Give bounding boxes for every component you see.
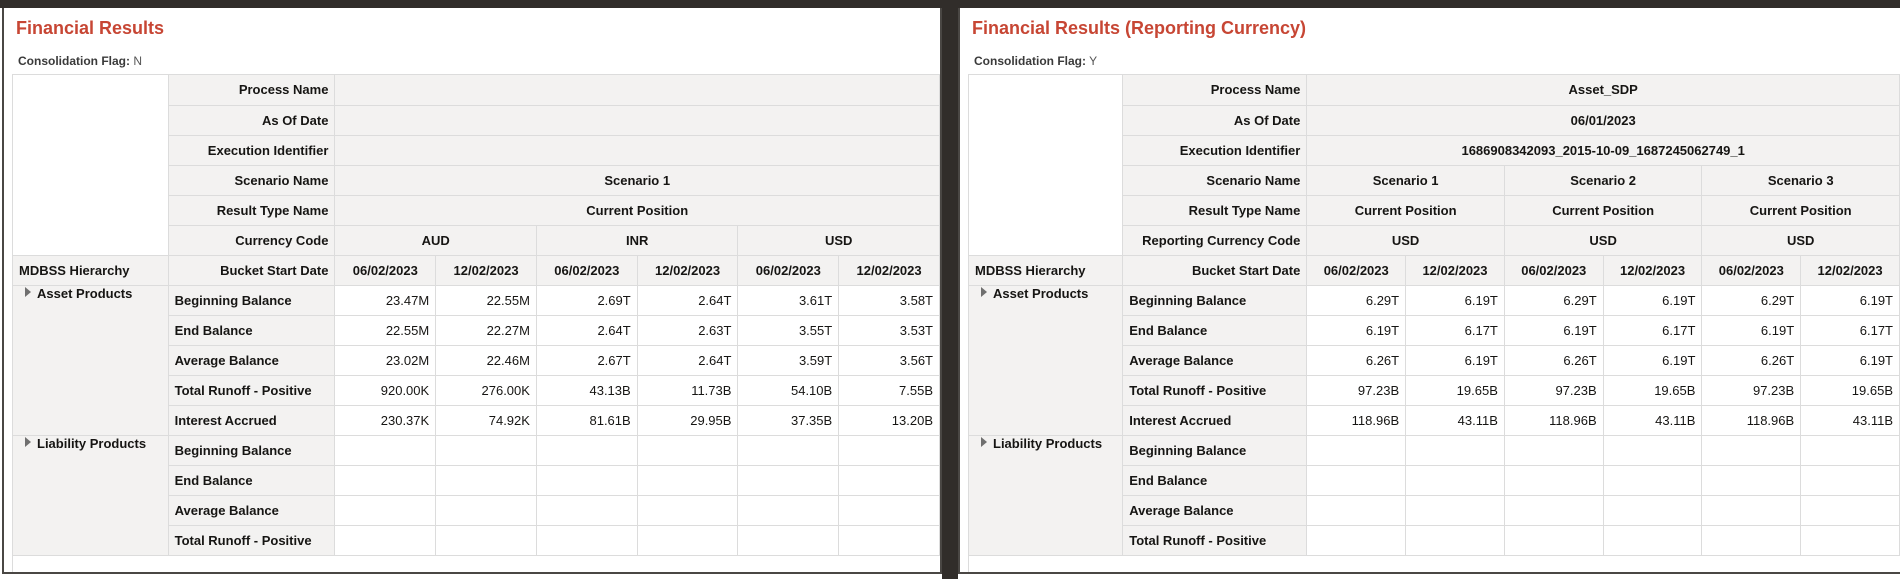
value-cell[interactable]: 37.35B bbox=[738, 405, 839, 435]
results-grid[interactable] bbox=[968, 74, 1900, 572]
value-cell[interactable] bbox=[335, 525, 436, 555]
value-cell[interactable]: 3.59T bbox=[738, 345, 839, 375]
value-cell[interactable]: 6.19T bbox=[1801, 285, 1900, 315]
value-cell[interactable] bbox=[1603, 495, 1702, 525]
value-cell[interactable]: 276.00K bbox=[436, 375, 537, 405]
value-cell[interactable]: 6.19T bbox=[1504, 315, 1603, 345]
value-cell[interactable]: 3.55T bbox=[738, 315, 839, 345]
panel-divider bbox=[942, 8, 958, 579]
hierarchy-node-asset-products[interactable] bbox=[969, 285, 1123, 435]
as-of-date-value: 06/01/2023 bbox=[1307, 105, 1900, 135]
value-cell[interactable] bbox=[1702, 435, 1801, 465]
value-cell[interactable]: 23.02M bbox=[335, 345, 436, 375]
bucket-start-date-label: Bucket Start Date bbox=[168, 255, 335, 285]
currency-code-header[interactable]: USD bbox=[1504, 225, 1702, 255]
bucket-date-header[interactable]: 12/02/2023 bbox=[1406, 255, 1505, 285]
hierarchy-node-label: Asset Products bbox=[993, 285, 1089, 301]
value-cell[interactable]: 6.19T bbox=[1801, 345, 1900, 375]
bucket-date-header[interactable]: 06/02/2023 bbox=[536, 255, 637, 285]
as-of-date-label: As Of Date bbox=[168, 105, 335, 135]
bucket-start-date-label: Bucket Start Date bbox=[1123, 255, 1307, 285]
process-name-value bbox=[335, 75, 940, 105]
value-cell[interactable]: 2.69T bbox=[536, 285, 637, 315]
value-cell[interactable]: 6.19T bbox=[1603, 345, 1702, 375]
measure-label: Average Balance bbox=[168, 345, 335, 375]
top-bar bbox=[0, 0, 1900, 8]
hierarchy-node-label: Liability Products bbox=[37, 435, 147, 451]
currency-code-header[interactable]: INR bbox=[536, 225, 738, 255]
bucket-date-header[interactable]: 12/02/2023 bbox=[1801, 255, 1900, 285]
table-row bbox=[969, 285, 1900, 315]
value-cell[interactable]: 19.65B bbox=[1801, 375, 1900, 405]
value-cell[interactable]: 6.26T bbox=[1504, 345, 1603, 375]
value-cell[interactable] bbox=[637, 435, 738, 465]
value-cell[interactable]: 13.20B bbox=[839, 405, 940, 435]
value-cell[interactable]: 118.96B bbox=[1504, 405, 1603, 435]
consolidation-flag-label: Consolidation Flag: bbox=[974, 54, 1086, 68]
scenario-name-header[interactable]: Scenario 3 bbox=[1702, 165, 1900, 195]
value-cell[interactable] bbox=[335, 465, 436, 495]
measure-label: End Balance bbox=[168, 315, 335, 345]
value-cell[interactable]: 6.17T bbox=[1406, 315, 1505, 345]
results-grid[interactable] bbox=[12, 74, 940, 572]
hierarchy-node-label: Liability Products bbox=[993, 435, 1103, 451]
result-type-name-label: Result Type Name bbox=[1123, 195, 1307, 225]
result-type-name-header[interactable]: Current Position bbox=[1307, 195, 1505, 225]
reporting-currency-code-label: Reporting Currency Code bbox=[1123, 225, 1307, 255]
consolidation-flag-label: Consolidation Flag: bbox=[18, 54, 130, 68]
bucket-date-header[interactable]: 12/02/2023 bbox=[1603, 255, 1702, 285]
measure-label: Interest Accrued bbox=[168, 405, 335, 435]
value-cell[interactable] bbox=[1307, 525, 1406, 555]
panel-title: Financial Results bbox=[16, 18, 165, 38]
hierarchy-node-label: Asset Products bbox=[37, 285, 133, 301]
value-cell[interactable]: 2.67T bbox=[536, 345, 637, 375]
scenario-name-header[interactable]: Scenario 1 bbox=[1307, 165, 1505, 195]
value-cell[interactable] bbox=[738, 465, 839, 495]
value-cell[interactable] bbox=[738, 525, 839, 555]
value-cell[interactable] bbox=[335, 435, 436, 465]
bucket-date-header[interactable]: 06/02/2023 bbox=[335, 255, 436, 285]
hierarchy-node-liability-products[interactable] bbox=[969, 435, 1123, 555]
value-cell[interactable] bbox=[1504, 465, 1603, 495]
measure-label: Average Balance bbox=[1123, 345, 1307, 375]
results-table bbox=[13, 75, 940, 556]
value-cell[interactable]: 2.63T bbox=[637, 315, 738, 345]
value-cell[interactable] bbox=[436, 495, 537, 525]
value-cell[interactable]: 23.47M bbox=[335, 285, 436, 315]
value-cell[interactable] bbox=[536, 495, 637, 525]
measure-label: Total Runoff - Positive bbox=[1123, 525, 1307, 555]
table-row bbox=[13, 435, 940, 465]
value-cell[interactable]: 97.23B bbox=[1504, 375, 1603, 405]
value-cell[interactable]: 230.37K bbox=[335, 405, 436, 435]
value-cell[interactable]: 29.95B bbox=[637, 405, 738, 435]
value-cell[interactable]: 118.96B bbox=[1702, 405, 1801, 435]
execution-identifier-label: Execution Identifier bbox=[168, 135, 335, 165]
currency-code-header[interactable]: USD bbox=[1307, 225, 1505, 255]
table-row bbox=[969, 435, 1900, 465]
value-cell[interactable] bbox=[436, 435, 537, 465]
value-cell[interactable]: 6.29T bbox=[1702, 285, 1801, 315]
as-of-date-label: As Of Date bbox=[1123, 105, 1307, 135]
value-cell[interactable] bbox=[839, 495, 940, 525]
result-type-name-label: Result Type Name bbox=[168, 195, 335, 225]
expand-triangle-icon[interactable] bbox=[25, 437, 31, 447]
result-type-name-header[interactable]: Current Position bbox=[1702, 195, 1900, 225]
consolidation-flag-value: N bbox=[133, 54, 143, 68]
value-cell[interactable] bbox=[1406, 435, 1505, 465]
value-cell[interactable] bbox=[1603, 525, 1702, 555]
value-cell[interactable]: 6.19T bbox=[1603, 285, 1702, 315]
hierarchy-node-liability-products[interactable] bbox=[13, 435, 168, 555]
bucket-date-header[interactable]: 06/02/2023 bbox=[1504, 255, 1603, 285]
value-cell[interactable]: 6.17T bbox=[1603, 315, 1702, 345]
expand-triangle-icon[interactable] bbox=[25, 287, 31, 297]
value-cell[interactable]: 6.19T bbox=[1406, 285, 1505, 315]
bucket-date-header[interactable]: 12/02/2023 bbox=[436, 255, 537, 285]
currency-code-header[interactable]: AUD bbox=[335, 225, 537, 255]
consolidation-flag bbox=[974, 54, 1097, 68]
value-cell[interactable]: 7.55B bbox=[839, 375, 940, 405]
value-cell[interactable]: 43.11B bbox=[1603, 405, 1702, 435]
measure-label: Beginning Balance bbox=[168, 285, 335, 315]
measure-label: Average Balance bbox=[168, 495, 335, 525]
expand-triangle-icon[interactable] bbox=[981, 437, 987, 447]
value-cell[interactable]: 43.11B bbox=[1801, 405, 1900, 435]
value-cell[interactable] bbox=[536, 465, 637, 495]
value-cell[interactable] bbox=[1504, 495, 1603, 525]
table-row bbox=[13, 285, 940, 315]
bucket-date-header[interactable]: 12/02/2023 bbox=[637, 255, 738, 285]
measure-label: Beginning Balance bbox=[1123, 285, 1307, 315]
process-name-label: Process Name bbox=[1123, 75, 1307, 105]
value-cell[interactable]: 19.65B bbox=[1406, 375, 1505, 405]
value-cell[interactable]: 22.46M bbox=[436, 345, 537, 375]
value-cell[interactable]: 43.11B bbox=[1406, 405, 1505, 435]
process-name-value: Asset_SDP bbox=[1307, 75, 1900, 105]
currency-code-label: Currency Code bbox=[168, 225, 335, 255]
hierarchy-header[interactable]: MDBSS Hierarchy bbox=[969, 255, 1123, 285]
value-cell[interactable]: 6.19T bbox=[1702, 315, 1801, 345]
value-cell[interactable]: 11.73B bbox=[637, 375, 738, 405]
hierarchy-header[interactable]: MDBSS Hierarchy bbox=[13, 255, 168, 285]
value-cell[interactable]: 2.64T bbox=[637, 345, 738, 375]
measure-label: End Balance bbox=[1123, 315, 1307, 345]
measure-label: Beginning Balance bbox=[168, 435, 335, 465]
measure-label: Beginning Balance bbox=[1123, 435, 1307, 465]
currency-code-header[interactable]: USD bbox=[738, 225, 940, 255]
value-cell[interactable] bbox=[536, 435, 637, 465]
value-cell[interactable]: 97.23B bbox=[1307, 375, 1406, 405]
value-cell[interactable] bbox=[1504, 525, 1603, 555]
value-cell[interactable]: 3.58T bbox=[839, 285, 940, 315]
scenario-name-label: Scenario Name bbox=[168, 165, 335, 195]
measure-label: Total Runoff - Positive bbox=[168, 375, 335, 405]
measure-label: Interest Accrued bbox=[1123, 405, 1307, 435]
consolidation-flag-value: Y bbox=[1089, 54, 1098, 68]
value-cell[interactable]: 6.17T bbox=[1801, 315, 1900, 345]
consolidation-flag bbox=[18, 54, 142, 68]
bucket-date-header[interactable]: 06/02/2023 bbox=[1702, 255, 1801, 285]
value-cell[interactable]: 22.55M bbox=[436, 285, 537, 315]
currency-code-header[interactable]: USD bbox=[1702, 225, 1900, 255]
value-cell[interactable] bbox=[1504, 435, 1603, 465]
value-cell[interactable] bbox=[1406, 495, 1505, 525]
value-cell[interactable] bbox=[738, 435, 839, 465]
value-cell[interactable] bbox=[1406, 465, 1505, 495]
bucket-date-header[interactable]: 12/02/2023 bbox=[839, 255, 940, 285]
process-name-label: Process Name bbox=[168, 75, 335, 105]
value-cell[interactable]: 3.61T bbox=[738, 285, 839, 315]
measure-label: Total Runoff - Positive bbox=[1123, 375, 1307, 405]
bucket-date-header[interactable]: 06/02/2023 bbox=[738, 255, 839, 285]
value-cell[interactable] bbox=[1603, 435, 1702, 465]
value-cell[interactable] bbox=[436, 525, 537, 555]
value-cell[interactable]: 74.92K bbox=[436, 405, 537, 435]
value-cell[interactable]: 6.29T bbox=[1504, 285, 1603, 315]
value-cell[interactable]: 6.26T bbox=[1702, 345, 1801, 375]
value-cell[interactable] bbox=[436, 465, 537, 495]
corner-cell bbox=[13, 75, 168, 255]
financial-results-reporting-currency-panel bbox=[958, 8, 1900, 574]
expand-triangle-icon[interactable] bbox=[981, 287, 987, 297]
value-cell[interactable] bbox=[1801, 465, 1900, 495]
value-cell[interactable]: 2.64T bbox=[637, 285, 738, 315]
value-cell[interactable] bbox=[1801, 525, 1900, 555]
result-type-name-header[interactable]: Current Position bbox=[1504, 195, 1702, 225]
financial-results-panel bbox=[2, 8, 942, 574]
execution-identifier-value: 1686908342093_2015-10-09_1687245062749_1 bbox=[1307, 135, 1900, 165]
value-cell[interactable] bbox=[1801, 435, 1900, 465]
value-cell[interactable] bbox=[1603, 465, 1702, 495]
value-cell[interactable]: 6.26T bbox=[1307, 345, 1406, 375]
value-cell[interactable]: 19.65B bbox=[1603, 375, 1702, 405]
value-cell[interactable]: 6.19T bbox=[1406, 345, 1505, 375]
value-cell[interactable]: 6.29T bbox=[1307, 285, 1406, 315]
scenario-name-label: Scenario Name bbox=[1123, 165, 1307, 195]
bucket-date-header[interactable]: 06/02/2023 bbox=[1307, 255, 1406, 285]
scenario-name-header[interactable]: Scenario 2 bbox=[1504, 165, 1702, 195]
value-cell[interactable] bbox=[637, 525, 738, 555]
value-cell[interactable] bbox=[536, 525, 637, 555]
measure-label: End Balance bbox=[1123, 465, 1307, 495]
value-cell[interactable]: 22.27M bbox=[436, 315, 537, 345]
value-cell[interactable]: 920.00K bbox=[335, 375, 436, 405]
value-cell[interactable] bbox=[738, 495, 839, 525]
value-cell[interactable] bbox=[1702, 495, 1801, 525]
value-cell[interactable] bbox=[1702, 465, 1801, 495]
value-cell[interactable]: 81.61B bbox=[536, 405, 637, 435]
value-cell[interactable] bbox=[839, 525, 940, 555]
value-cell[interactable]: 43.13B bbox=[536, 375, 637, 405]
corner-cell bbox=[969, 75, 1123, 255]
value-cell[interactable] bbox=[335, 495, 436, 525]
measure-label: Average Balance bbox=[1123, 495, 1307, 525]
value-cell[interactable]: 118.96B bbox=[1307, 405, 1406, 435]
value-cell[interactable] bbox=[1307, 495, 1406, 525]
execution-identifier-label: Execution Identifier bbox=[1123, 135, 1307, 165]
results-table bbox=[969, 75, 1900, 556]
value-cell[interactable]: 3.53T bbox=[839, 315, 940, 345]
panel-title: Financial Results (Reporting Currency) bbox=[972, 18, 1307, 38]
value-cell[interactable]: 6.19T bbox=[1307, 315, 1406, 345]
measure-label: Total Runoff - Positive bbox=[168, 525, 335, 555]
value-cell[interactable] bbox=[839, 435, 940, 465]
hierarchy-node-asset-products[interactable] bbox=[13, 285, 168, 435]
value-cell[interactable] bbox=[1702, 525, 1801, 555]
value-cell[interactable]: 54.10B bbox=[738, 375, 839, 405]
value-cell[interactable] bbox=[1801, 495, 1900, 525]
scenario-name-value: Scenario 1 bbox=[335, 165, 940, 195]
value-cell[interactable] bbox=[1406, 525, 1505, 555]
result-type-name-value: Current Position bbox=[335, 195, 940, 225]
measure-label: End Balance bbox=[168, 465, 335, 495]
value-cell[interactable] bbox=[637, 495, 738, 525]
value-cell[interactable] bbox=[637, 465, 738, 495]
value-cell[interactable] bbox=[839, 465, 940, 495]
value-cell[interactable]: 3.56T bbox=[839, 345, 940, 375]
value-cell[interactable]: 97.23B bbox=[1702, 375, 1801, 405]
execution-identifier-value bbox=[335, 135, 940, 165]
as-of-date-value bbox=[335, 105, 940, 135]
value-cell[interactable]: 22.55M bbox=[335, 315, 436, 345]
value-cell[interactable] bbox=[1307, 465, 1406, 495]
value-cell[interactable]: 2.64T bbox=[536, 315, 637, 345]
value-cell[interactable] bbox=[1307, 435, 1406, 465]
